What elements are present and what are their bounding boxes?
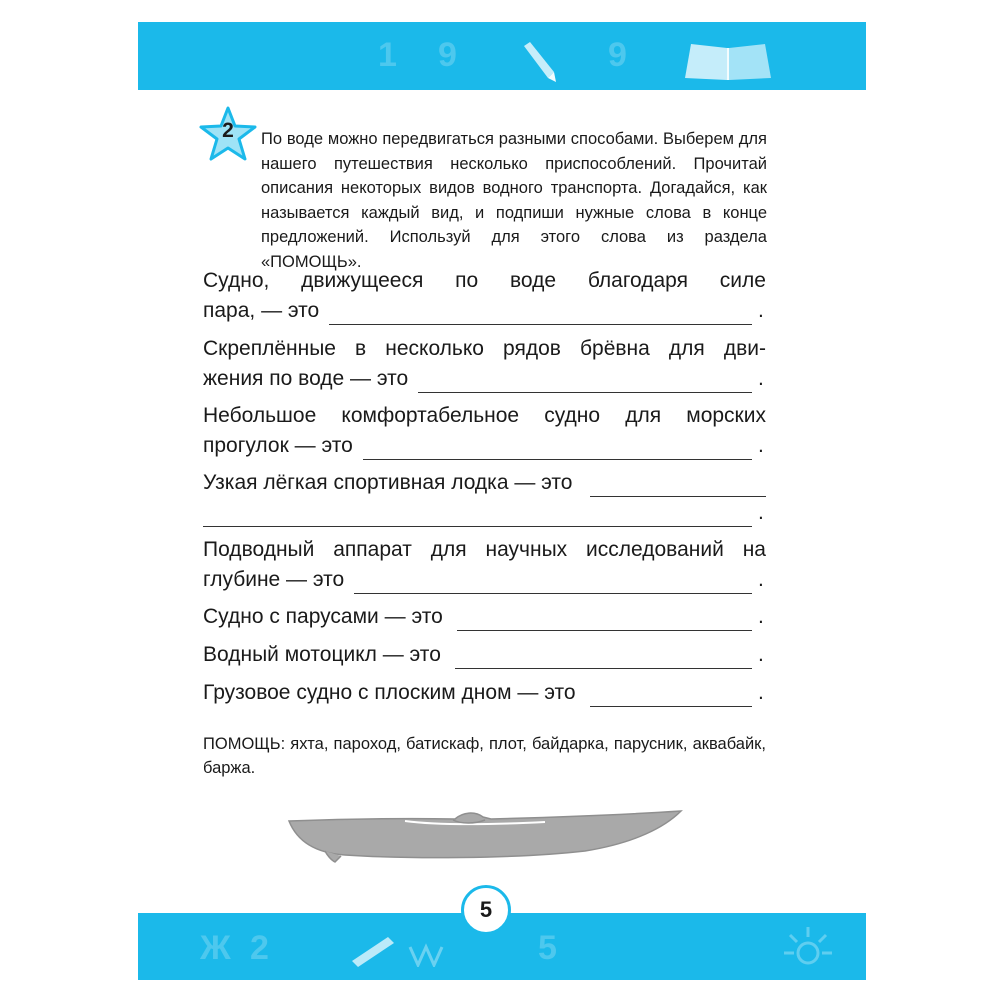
- help-section: [203, 732, 766, 780]
- question-3-end-text: прогулок — это: [203, 434, 353, 457]
- decor-letter-zh: Ж: [200, 929, 231, 967]
- answer-blank-4a[interactable]: [590, 476, 766, 497]
- question-3-line1: [203, 402, 766, 430]
- task-instructions: [261, 127, 767, 274]
- question-7: [203, 641, 766, 669]
- decor-digit-1: 1: [378, 36, 397, 74]
- pencil-icon: [518, 42, 558, 82]
- word: Скреплённые: [203, 337, 336, 360]
- question-8: [203, 679, 766, 707]
- question-1-end-text: пара, — это: [203, 299, 320, 322]
- word: комфортабельное: [341, 404, 520, 427]
- question-4: [203, 469, 766, 527]
- decor-digit-9: 9: [438, 36, 457, 74]
- period: .: [758, 501, 764, 524]
- word: исследований: [586, 538, 724, 561]
- question-2-line1: [203, 335, 766, 363]
- word: для: [668, 337, 705, 360]
- question-7-text: Водный мотоцикл — это: [203, 643, 441, 666]
- sun-icon: [778, 923, 838, 973]
- question-1: [203, 267, 766, 325]
- help-text: ПОМОЩЬ: яхта, пароход, батискаф, плот, байдарка, парусник, аквабайк, баржа.: [203, 735, 766, 777]
- answer-blank-7[interactable]: [455, 648, 752, 669]
- question-6: [203, 603, 766, 631]
- word: судно: [544, 404, 601, 427]
- decor-digit-2: 2: [250, 929, 269, 967]
- word: аппарат: [333, 538, 412, 561]
- question-4-line1: [203, 469, 766, 497]
- question-2-end-text: жения по воде — это: [203, 367, 409, 390]
- word: благодаря: [587, 269, 688, 292]
- word: морских: [686, 404, 766, 427]
- answer-blank-6[interactable]: [457, 610, 752, 631]
- header-band: [138, 22, 866, 90]
- question-1-line1: [203, 267, 766, 295]
- word: для: [625, 404, 662, 427]
- word: брёвна: [580, 337, 650, 360]
- word: для: [430, 538, 467, 561]
- word: научных: [485, 538, 568, 561]
- task-number: 2: [222, 119, 234, 142]
- question-3-line2: [203, 432, 766, 460]
- answer-blank-4b[interactable]: [203, 506, 752, 527]
- period: .: [758, 643, 764, 666]
- question-2-line2: [203, 365, 766, 393]
- word: Судно,: [203, 269, 270, 292]
- question-8-text: Грузовое судно с плоским дном — это: [203, 681, 576, 704]
- book-icon: [683, 40, 773, 82]
- decor-digit-5: 5: [538, 929, 557, 967]
- answer-blank-8[interactable]: [590, 686, 752, 707]
- word: по: [455, 269, 479, 292]
- period: .: [758, 367, 764, 390]
- question-5-line1: [203, 536, 766, 564]
- question-4-text: Узкая лёгкая спортивная лодка — это: [203, 471, 573, 494]
- word: в: [355, 337, 367, 360]
- period: .: [758, 605, 764, 628]
- word: рядов: [503, 337, 561, 360]
- period: .: [758, 568, 764, 591]
- task-number-star: [199, 106, 257, 164]
- word: несколько: [385, 337, 484, 360]
- question-5-line2: [203, 566, 766, 594]
- task-text: По воде можно передвигаться разными способами. Выберем для нашего путешествия несколько приспособлений. Прочитай описания некоторых видов водного транспорта. Догадайся, как называется каждый вид, и подпиши нужные слова в конце предложений. Используй для этого слова из раздела «ПОМОЩЬ».: [261, 130, 767, 271]
- word: дви-: [723, 337, 766, 360]
- pencil-icon: [348, 931, 398, 967]
- kayak-icon: [285, 805, 685, 863]
- question-1-line2: [203, 297, 766, 325]
- word: движущееся: [301, 269, 424, 292]
- period: .: [758, 299, 764, 322]
- word: воде: [509, 269, 557, 292]
- word: Небольшое: [203, 404, 317, 427]
- answer-blank-2[interactable]: [418, 372, 752, 393]
- word: силе: [719, 269, 766, 292]
- answer-blank-3[interactable]: [363, 439, 752, 460]
- answer-blank-1[interactable]: [329, 304, 752, 325]
- period: .: [758, 681, 764, 704]
- question-4-line2: [203, 499, 766, 527]
- decor-digit-9b: 9: [608, 36, 627, 74]
- question-3: [203, 402, 766, 460]
- question-6-text: Судно с парусами — это: [203, 605, 443, 628]
- period: .: [758, 434, 764, 457]
- word: на: [742, 538, 766, 561]
- word: Подводный: [203, 538, 315, 561]
- zigzag-icon: [408, 943, 448, 967]
- question-5-end-text: глубине — это: [203, 568, 345, 591]
- page-number: 5: [461, 885, 511, 935]
- question-5: [203, 536, 766, 594]
- question-2: [203, 335, 766, 393]
- answer-blank-5[interactable]: [354, 573, 752, 594]
